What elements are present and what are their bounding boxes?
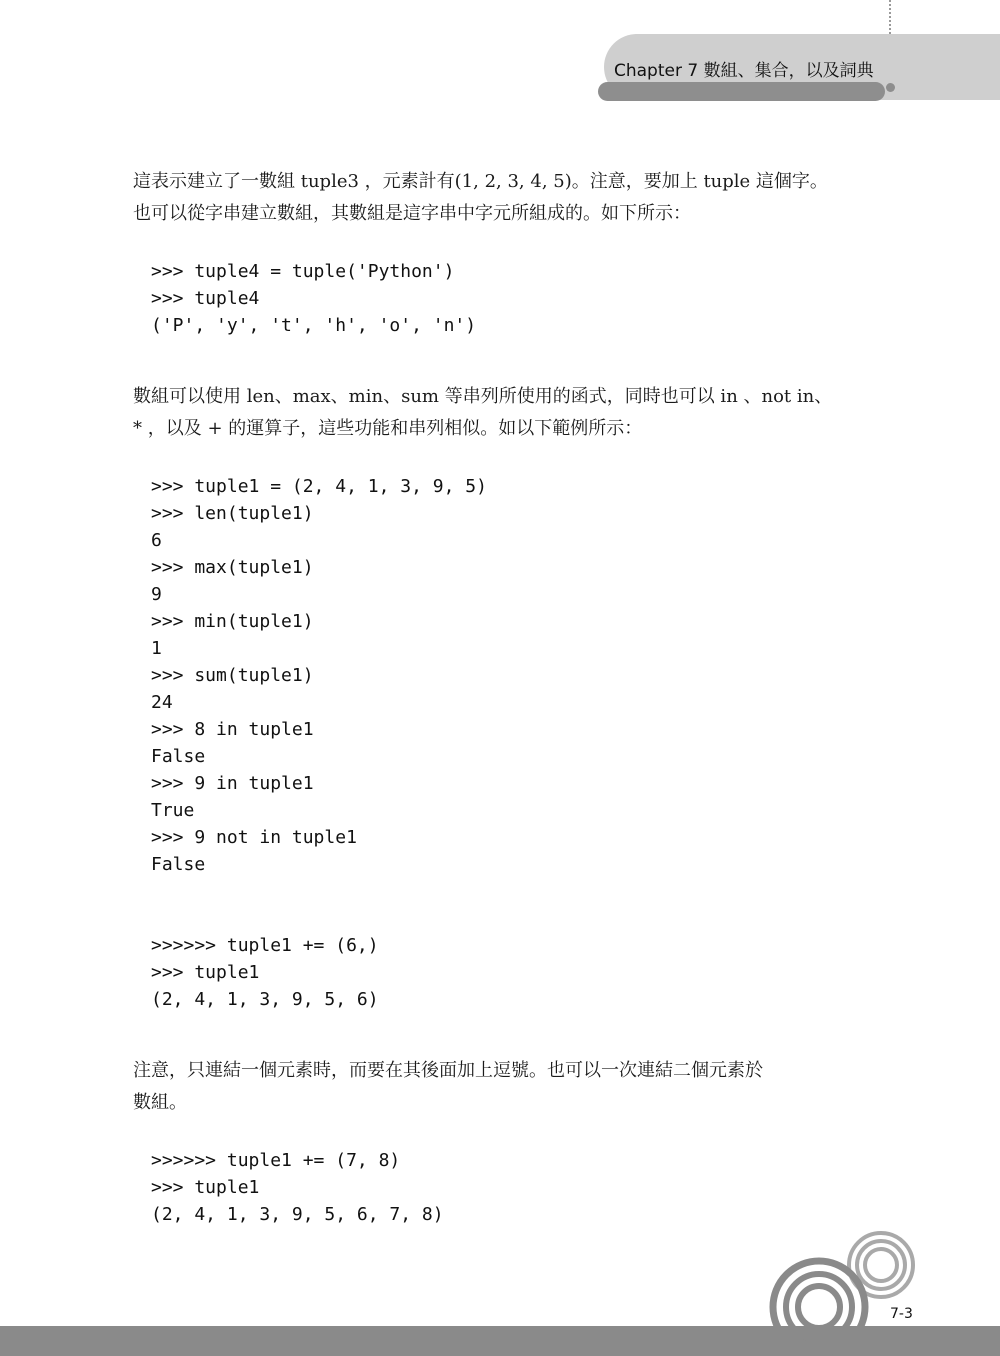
paragraph-1-line-2: 也可以從字串建立數組，其數組是這字串中字元所組成的。如下所示： bbox=[133, 203, 691, 224]
code-block-concat-two: >>>>>> tuple1 += (7, 8) >>> tuple1 (2, 4, 1, 3, 9, 5, 6, 7, 8) bbox=[151, 1150, 444, 1225]
paragraph-3-line-1: 注意，只連結一個元素時，而要在其後面加上逗號。也可以一次連結二個元素於 bbox=[133, 1060, 763, 1081]
chapter-header-dot bbox=[886, 83, 895, 92]
code-block-tuple-functions: >>> tuple1 = (2, 4, 1, 3, 9, 5) >>> len(tuple1) 6 >>> max(tuple1) 9 >>> min(tuple1) 1 >>> sum(tuple1) 24 >>> 8 in tuple1 False >>> 9 in tuple1 True >>> 9 not in tuple1 False bbox=[151, 476, 487, 875]
chapter-title: Chapter 7 數組、集合，以及詞典 bbox=[614, 61, 874, 81]
chapter-header-bar bbox=[598, 82, 885, 101]
code-block-tuple-from-string: >>> tuple4 = tuple('Python') >>> tuple4 ('P', 'y', 't', 'h', 'o', 'n') bbox=[151, 261, 477, 336]
code-block-concat-single: >>>>>> tuple1 += (6,) >>> tuple1 (2, 4, 1, 3, 9, 5, 6) bbox=[151, 935, 379, 1010]
paragraph-2-line-2: * ，以及 + 的運算子，這些功能和串列相似。如以下範例所示： bbox=[133, 418, 643, 439]
decorative-rings-icon bbox=[760, 1225, 930, 1356]
paragraph-2-line-1: 數組可以使用 len、max、min、sum 等串列所使用的函式，同時也可以 in 、not in、 bbox=[133, 386, 833, 407]
paragraph-3-line-2: 數組。 bbox=[133, 1092, 187, 1113]
paragraph-1-line-1: 這表示建立了一數組 tuple3 ，元素計有(1, 2, 3, 4, 5)。注意，要加上 tuple 這個字。 bbox=[133, 171, 828, 192]
page-number: 7-3 bbox=[890, 1306, 913, 1322]
